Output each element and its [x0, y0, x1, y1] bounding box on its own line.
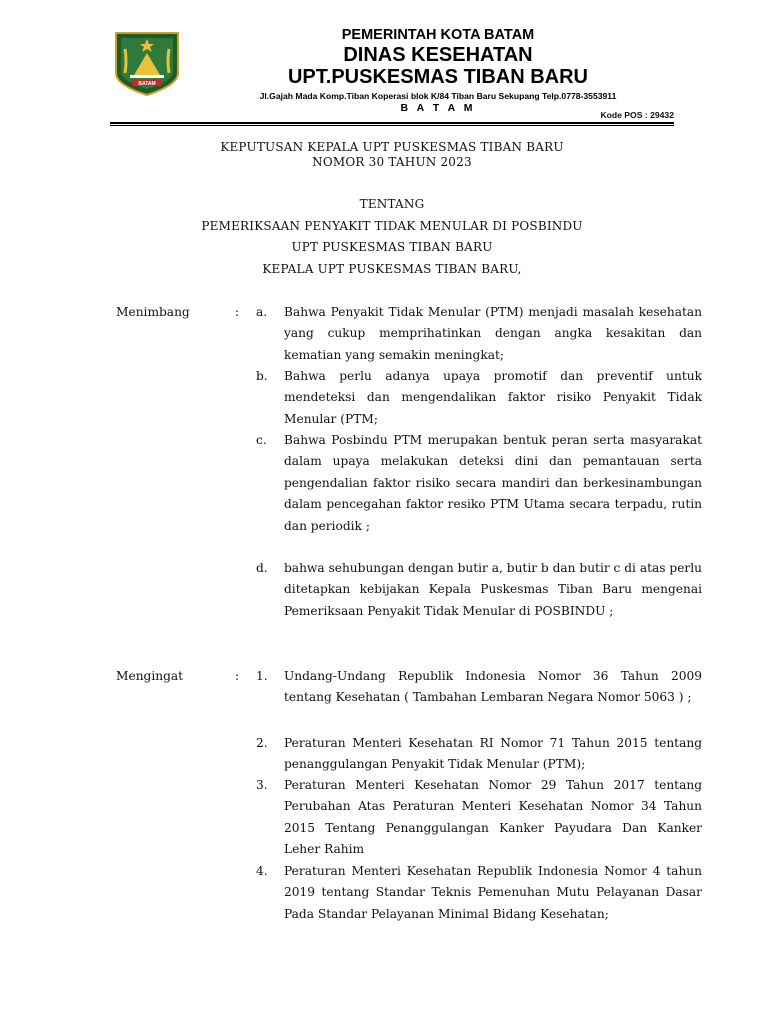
decree-title: KEPUTUSAN KEPALA UPT PUSKESMAS TIBAN BARU: [220, 140, 564, 154]
mengingat-colon: :: [235, 669, 240, 683]
decree-subject-line2: UPT PUSKESMAS TIBAN BARU: [291, 240, 493, 254]
menimbang-marker-a: a.: [256, 305, 268, 319]
postal-code: Kode POS : 29432: [600, 110, 674, 120]
menimbang-colon: :: [235, 305, 240, 319]
menimbang-item-b: Bahwa perlu adanya upaya promotif dan preventif untuk mendeteksi dan mengendalikan faktor risiko Penyakit Tidak Menular (PTM;: [284, 369, 702, 426]
menimbang-label: Menimbang: [116, 305, 190, 319]
letterhead-unit: UPT.PUSKESMAS TIBAN BARU: [287, 66, 589, 88]
mengingat-marker-2: 2.: [256, 736, 268, 750]
mengingat-item-2: Peraturan Menteri Kesehatan RI Nomor 71 Tahun 2015 tentang penanggulangan Penyakit Tidak Menular (PTM);: [284, 736, 702, 772]
menimbang-marker-d: d.: [256, 561, 268, 575]
menimbang-item-d: bahwa sehubungan dengan butir a, butir b dan butir c di atas perlu ditetapkan kebijakan Kepala Puskesmas Tiban Baru mengenai Pemeriksaan Penyakit Tidak Menular di POSBINDU ;: [284, 561, 702, 618]
mengingat-item-4: Peraturan Menteri Kesehatan Republik Indonesia Nomor 4 tahun 2019 tentang Standar Teknis Pemenuhan Mutu Pelayanan Dasar Pada Standar Pelayanan Minimal Bidang Kesehatan;: [284, 864, 702, 921]
decree-title-block: [96, 140, 688, 170]
menimbang-marker-c: c.: [256, 433, 267, 447]
mengingat-marker-3: 3.: [256, 778, 268, 792]
mengingat-item-3: Peraturan Menteri Kesehatan Nomor 29 Tahun 2017 tentang Perubahan Atas Peraturan Menteri Kesehatan Nomor 34 Tahun 2015 Tentang Penanggulangan Kanker Payudara Dan Kanker Leher Rahim: [284, 778, 702, 857]
letterhead-government: PEMERINTAH KOTA BATAM: [341, 27, 535, 43]
letterhead-city: B A T A M: [400, 102, 476, 114]
letterhead-address: Jl.Gajah Mada Komp.Tiban Koperasi blok K/84 Tiban Baru Sekupang Telp.0778-3553911: [259, 91, 617, 101]
emblem-text: BATAM: [138, 81, 156, 87]
mengingat-marker-1: 1.: [256, 669, 268, 683]
decree-about: TENTANG: [359, 197, 425, 211]
mengingat-item-1: Undang-Undang Republik Indonesia Nomor 36 Tahun 2009 tentang Kesehatan ( Tambahan Lembaran Negara Nomor 5063 ) ;: [284, 669, 702, 705]
menimbang-marker-b: b.: [256, 369, 268, 383]
letterhead: [196, 27, 680, 115]
menimbang-item-c: Bahwa Posbindu PTM merupakan bentuk peran serta masyarakat dalam upaya melakukan deteksi dini dan pemantauan serta pengendalian faktor risiko secara mandiri dan berkesinambungan dalam pencegahan faktor resiko PTM Utama secara terpadu, rutin dan periodik ;: [284, 433, 702, 533]
letterhead-rule-thick: [110, 122, 674, 124]
decree-issuer: KEPALA UPT PUSKESMAS TIBAN BARU,: [262, 262, 522, 276]
decree-subject-line1: PEMERIKSAAN PENYAKIT TIDAK MENULAR DI POSBINDU: [201, 219, 583, 233]
mengingat-marker-4: 4.: [256, 864, 268, 878]
letterhead-agency: DINAS KESEHATAN: [343, 44, 533, 66]
decree-number: NOMOR 30 TAHUN 2023: [312, 155, 472, 169]
menimbang-item-a: Bahwa Penyakit Tidak Menular (PTM) menjadi masalah kesehatan yang cukup memprihatinkan dengan angka kesakitan dan kematian yang semakin meningkat;: [284, 305, 702, 362]
mengingat-label: Mengingat: [116, 669, 184, 683]
batam-city-emblem-icon: [110, 29, 184, 97]
letterhead-rule-thin: [110, 125, 674, 126]
